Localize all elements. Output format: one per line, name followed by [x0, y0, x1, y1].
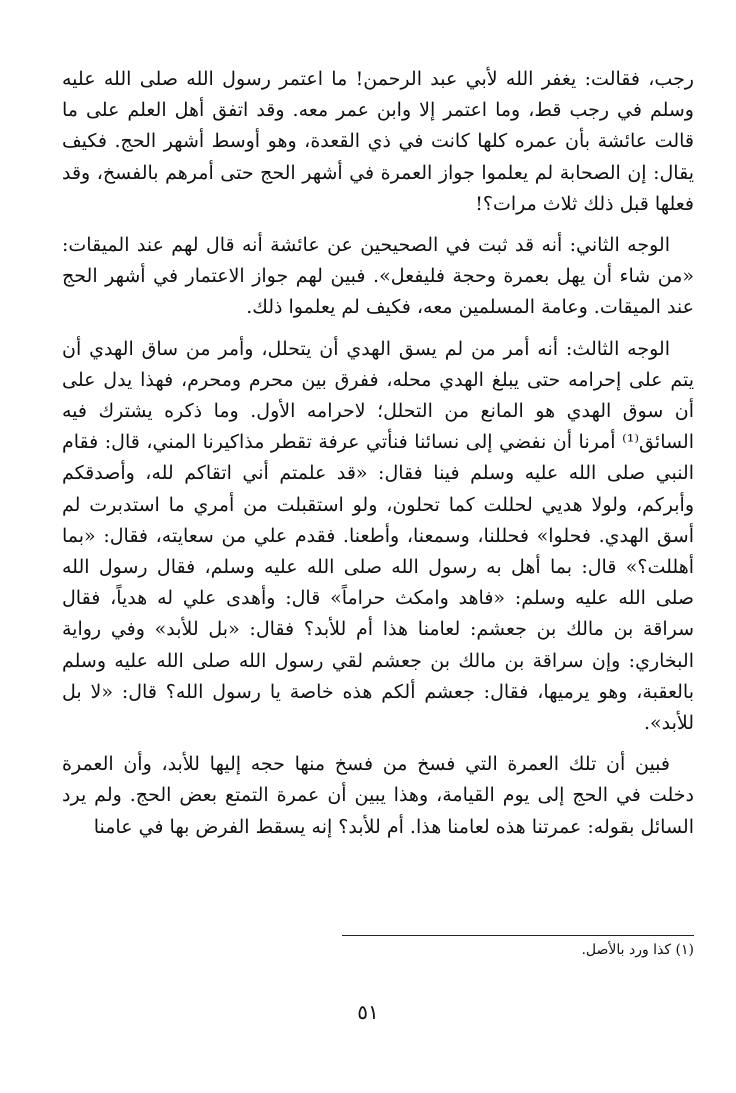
- page-number: ٥١: [357, 1000, 379, 1024]
- paragraph-4: فبين أن تلك العمرة التي فسخ من فسخ منها حجه إليها للأبد، وأن العمرة دخلت في الحج إلى يوم القيامة، وهذا يبين أن عمرة التمتع بعض الحج. ولم يرد السائل بقوله: عمرتنا هذه لعامنا هذا. أم للأبد؟ إنه يسقط الفرض بها في عامنا: [62, 753, 694, 838]
- paragraph-3: الوجه الثالث: أنه أمر من لم يسق الهدي أن يتحلل، وأمر من ساق الهدي أن يتم على إحرامه حتى يبلغ الهدي محله، ففرق بين محرم ومحرم، فهذا يدل على أن سوق الهدي هو المانع من التحلل؛ لاحرامه الأول. وما ذكره يشترك فيه السائق⁽¹⁾ أمرنا أن نفضي إلى نسائنا فنأتي عرفة تقطر مذاكيرنا المني، قال: فقام النبي صلى الله عليه وسلم فينا فقال: «قد علمتم أني اتقاكم لله، وأصدقكم وأبركم، ولولا هديي لحللت كما تحلون، ولو استقبلت من أمري ما استدبرت لم أسق الهدي. فحلوا» فحللنا، وسمعنا، وأطعنا. فقدم علي من سعايته، فقال: «بما أهللت؟» قال: بما أهل به رسول الله صلى الله عليه وسلم، فقال رسول الله صلى الله عليه وسلم: «فاهد وامكث حراماً» قال: وأهدى علي له هدياً، فقال سراقة بن مالك بن جعشم: لعامنا هذا أم للأبد؟ فقال: «بل للأبد» وفي رواية البخاري: وإن سراقة بن مالك بن جعشم لقي رسول الله صلى الله عليه وسلم بالعقبة، وهو يرميها، فقال: جعشم ألكم هذه خاصة يا رسول الله؟ قال: «لا بل للأبد».: [62, 337, 694, 735]
- page-body: [62, 64, 694, 843]
- paragraph-1: رجب، فقالت: يغفر الله لأبي عبد الرحمن! ما اعتمر رسول الله صلى الله عليه وسلم في رجب قط، وما اعتمر إلا وابن عمر معه. وقد اتفق أهل العلم على ما قالت عائشة بأن عمره كلها كانت في ذي القعدة، وهو أوسط أشهر الحج. فكيف يقال: إن الصحابة لم يعلموا جواز العمرة في أشهر الحج حتى أمرهم بالفسخ، وقد فعلها قبل ذلك ثلاث مرات؟!: [62, 68, 694, 215]
- paragraph-2: الوجه الثاني: أنه قد ثبت في الصحيحين عن عائشة أنه قال لهم عند الميقات: «من شاء أن يهل بعمرة وحجة فليفعل». فبين لهم جواز الاعتمار في أشهر الحج عند الميقات. وعامة المسلمين معه، فكيف لم يعلموا ذلك.: [62, 234, 694, 319]
- footnote: (١) كذا ورد بالأصل.: [581, 942, 694, 958]
- footnote-divider: [342, 935, 694, 936]
